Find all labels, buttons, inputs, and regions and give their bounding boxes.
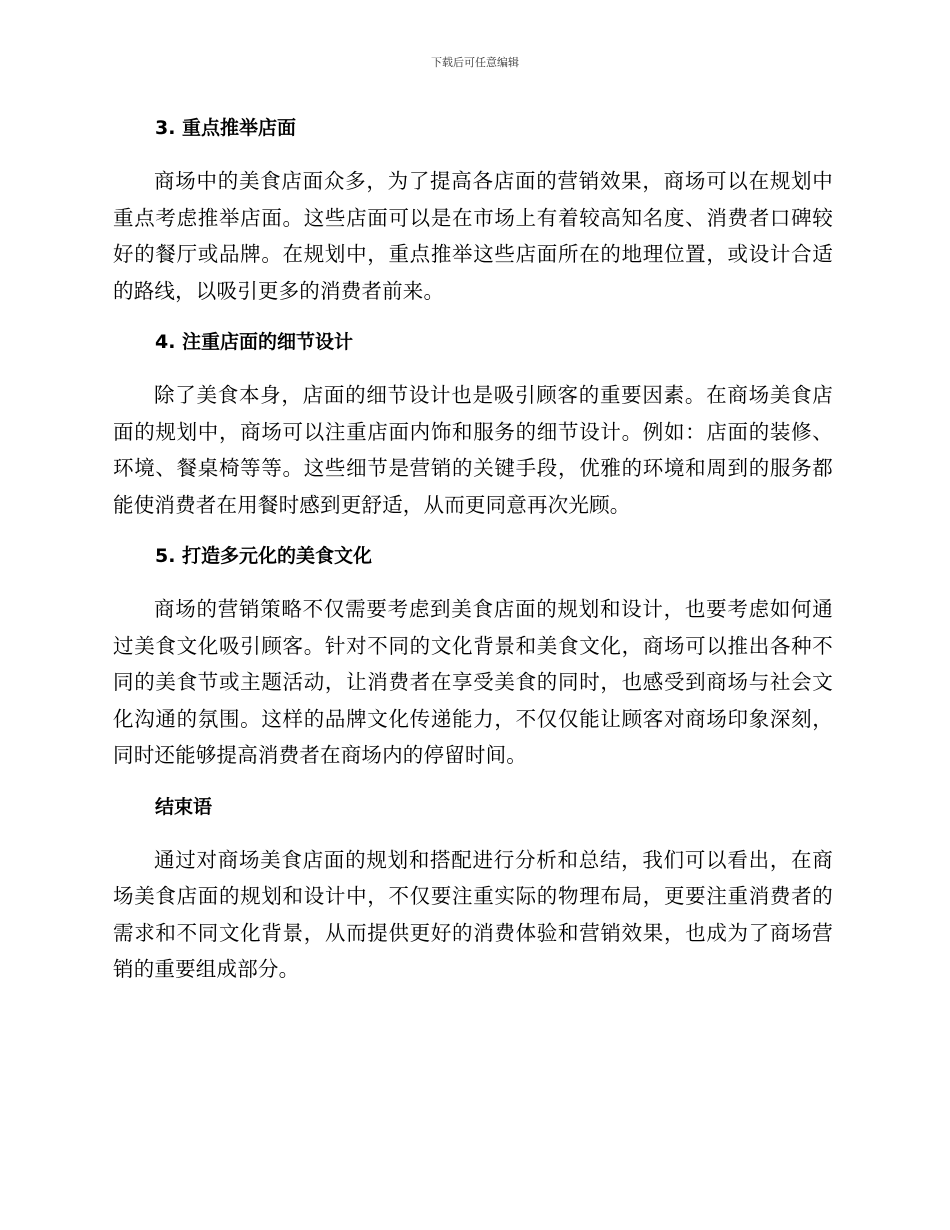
section-heading: 3. 重点推举店面 <box>155 117 297 139</box>
section-paragraph: 商场中的美食店面众多，为了提高各店面的营销效果，商场可以在规划中重点考虑推举店面。这些店面可以是在市场上有着较高知名度、消费者口碑较好的餐厅或品牌。在规划中，重点推举这些店面所在的地理位置，或设计合适的路线，以吸引更多的消费者前来。 <box>113 169 833 303</box>
section-heading: 4. 注重店面的细节设计 <box>155 331 354 353</box>
section-3 <box>113 110 833 324</box>
section-4 <box>113 324 833 538</box>
section-paragraph: 除了美食本身，店面的细节设计也是吸引顾客的重要因素。在商场美食店面的规划中，商场可以注重店面内饰和服务的细节设计。例如：店面的装修、环境、餐桌椅等等。这些细节是营销的关键手段，优雅的环境和周到的服务都能使消费者在用餐时感到更舒适，从而更同意再次光顾。 <box>113 383 833 517</box>
section-5 <box>113 538 833 789</box>
section-conclusion <box>113 789 833 988</box>
section-paragraph: 商场的营销策略不仅需要考虑到美食店面的规划和设计，也要考虑如何通过美食文化吸引顾客。针对不同的文化背景和美食文化，商场可以推出各种不同的美食节或主题活动，让消费者在享受美食的同时，也感受到商场与社会文化沟通的氛围。这样的品牌文化传递能力，不仅仅能让顾客对商场印象深刻，同时还能够提高消费者在商场内的停留时间。 <box>113 597 833 767</box>
section-heading: 结束语 <box>155 795 213 818</box>
document-body <box>113 110 833 988</box>
section-paragraph: 通过对商场美食店面的规划和搭配进行分析和总结，我们可以看出，在商场美食店面的规划和设计中，不仅要注重实际的物理布局，更要注重消费者的需求和不同文化背景，从而提供更好的消费体验和营销效果，也成为了商场营销的重要组成部分。 <box>113 847 833 981</box>
page-header: 下载后可任意编辑 <box>431 56 519 69</box>
section-heading: 5. 打造多元化的美食文化 <box>155 545 373 567</box>
